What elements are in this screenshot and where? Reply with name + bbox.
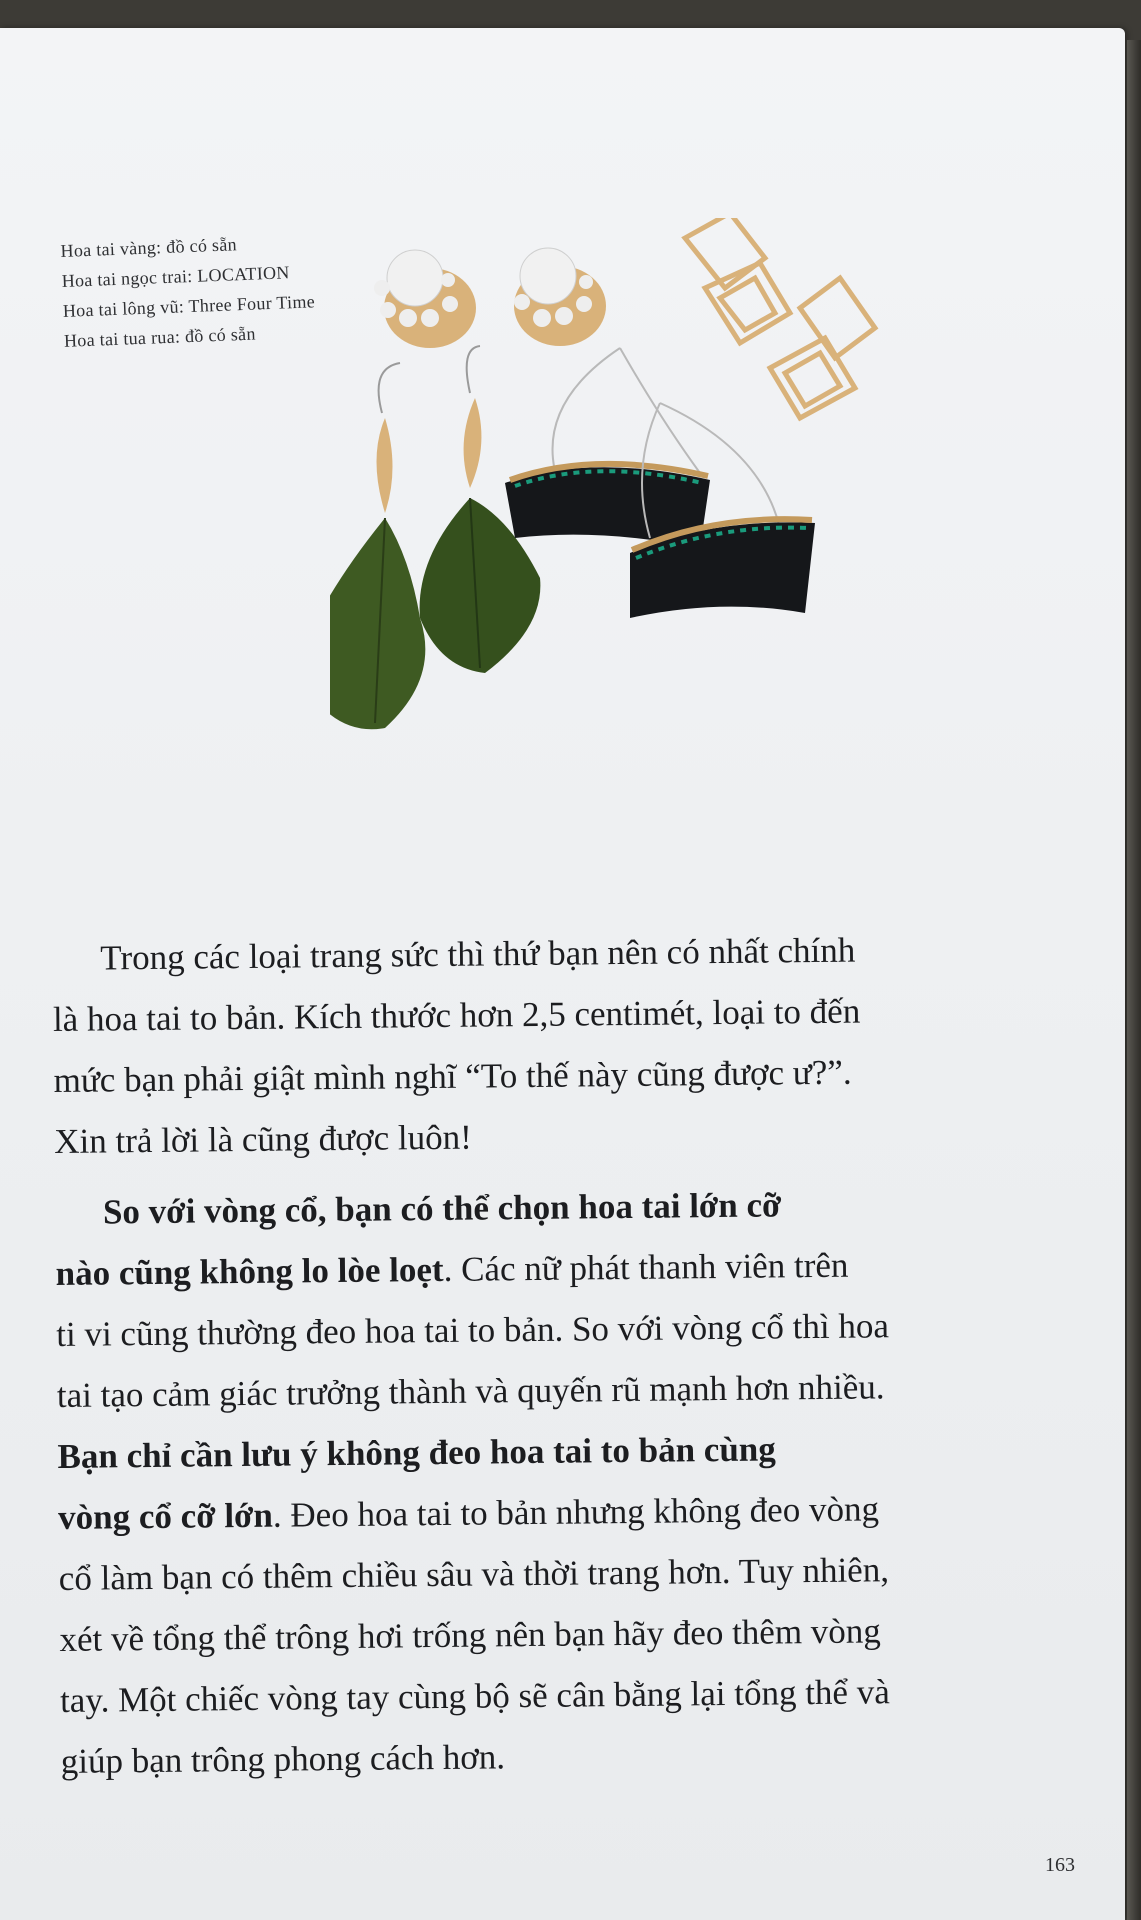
bold-text: So với vòng cổ, bạn có thể chọn hoa tai lớn cỡ bbox=[102, 1185, 782, 1232]
text-line: ti vi cũng thường đeo hoa tai to bản. So với vòng cổ thì hoa bbox=[56, 1306, 890, 1354]
text-line: mức bạn phải giật mình nghĩ “To thế này cũng được ư?”. bbox=[53, 1052, 852, 1100]
tassel-earring-top bbox=[505, 348, 710, 548]
text-line: Trong các loại trang sức thì thứ bạn nên có nhất chính bbox=[100, 930, 856, 978]
book-page bbox=[0, 28, 1125, 1920]
caption-line: Hoa tai tua rua: đồ có sẵn bbox=[63, 323, 257, 351]
text-line bbox=[55, 1172, 1026, 1243]
earrings-photo bbox=[330, 218, 1050, 908]
text-line: Xin trả lời là cũng được luôn! bbox=[54, 1117, 472, 1161]
caption-line: Hoa tai vàng: đồ có sẵn bbox=[60, 234, 238, 261]
gold-geometric-earring-bottom bbox=[770, 278, 875, 418]
bold-text: Bạn chỉ cần lưu ý không đeo hoa tai to bản cùng bbox=[57, 1429, 776, 1476]
text-line: là hoa tai to bản. Kích thước hơn 2,5 centimét, loại to đến bbox=[52, 991, 861, 1039]
caption-line: Hoa tai lông vũ: Three Four Time bbox=[62, 291, 316, 321]
plain-text: . Các nữ phát thanh viên trên bbox=[443, 1245, 849, 1289]
pearl-earring-left bbox=[374, 250, 476, 348]
text-line: giúp bạn trông phong cách hơn. bbox=[60, 1737, 506, 1781]
text-line: tai tạo cảm giác trưởng thành và quyến rũ mạnh hơn nhiều. bbox=[56, 1367, 885, 1415]
text-line bbox=[58, 1477, 1029, 1548]
gold-geometric-earring-top bbox=[685, 218, 790, 343]
caption-line: Hoa tai ngọc trai: LOCATION bbox=[61, 262, 290, 291]
page-edge bbox=[1127, 40, 1141, 1920]
text-line bbox=[55, 1233, 1026, 1304]
feather-earring-left bbox=[330, 363, 425, 729]
text-line bbox=[57, 1416, 1028, 1487]
body-text bbox=[52, 918, 1031, 1792]
photo-caption bbox=[60, 226, 317, 356]
pearl-earring-right bbox=[514, 248, 606, 346]
page-number: 163 bbox=[1045, 1854, 1075, 1876]
plain-text: . Đeo hoa tai to bản nhưng không đeo vòng bbox=[272, 1489, 880, 1535]
text-line: tay. Một chiếc vòng tay cùng bộ sẽ cân bằng lại tổng thể và bbox=[59, 1672, 890, 1720]
bold-text: vòng cổ cỡ lớn bbox=[57, 1495, 274, 1537]
text-line: xét về tổng thể trông hơi trống nên bạn hãy đeo thêm vòng bbox=[59, 1611, 882, 1659]
text-line: cổ làm bạn có thêm chiều sâu và thời trang hơn. Tuy nhiên, bbox=[58, 1550, 890, 1598]
bold-text: nào cũng không lo lòe loẹt bbox=[55, 1249, 444, 1293]
